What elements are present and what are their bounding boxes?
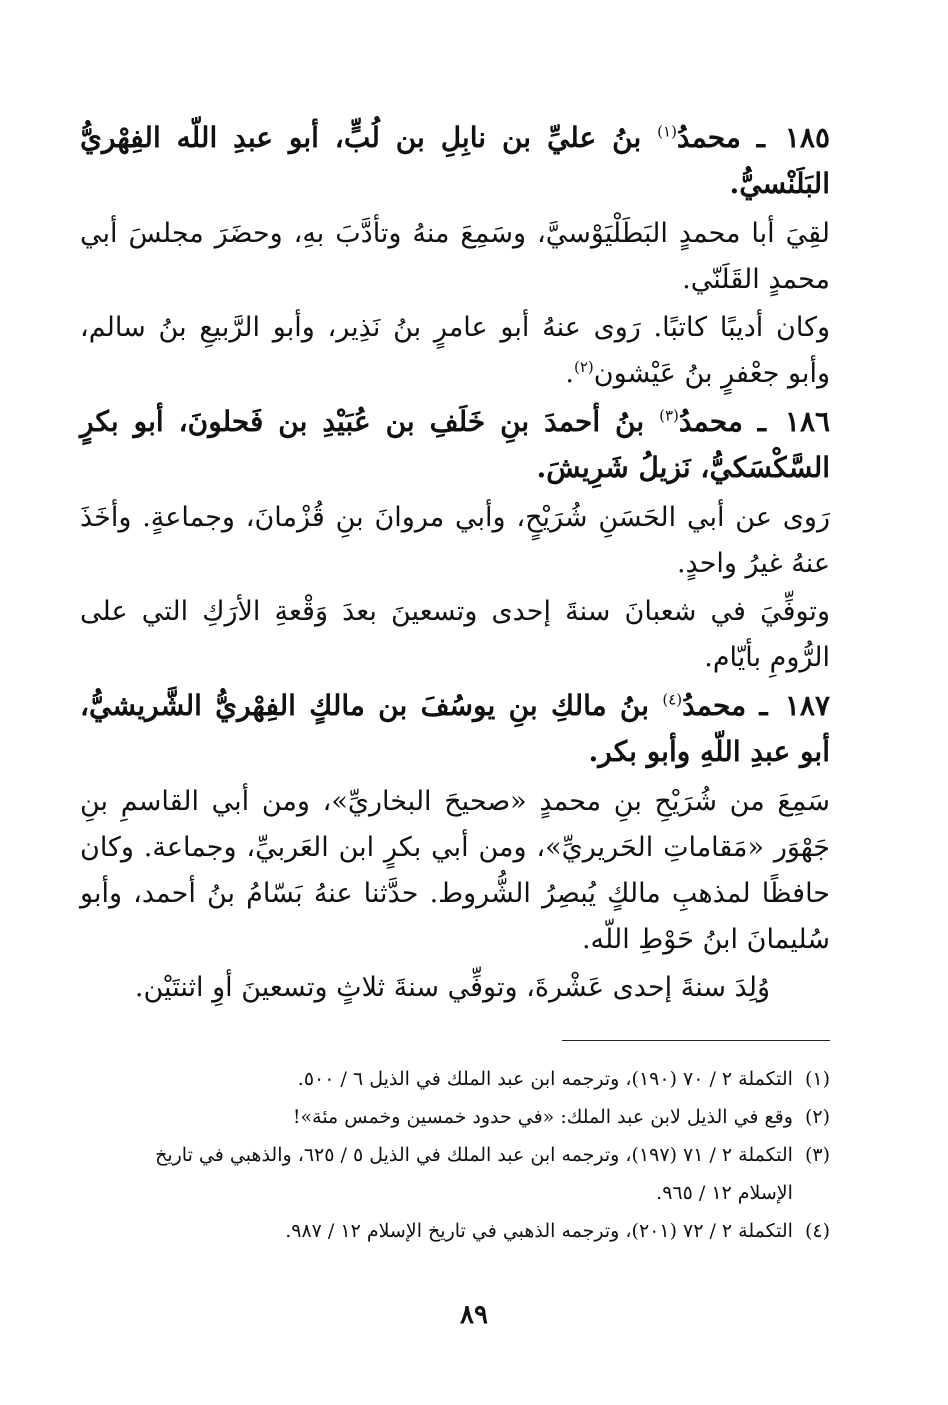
footnote-1 [112,1060,830,1098]
entry-dash: ـ [757,405,766,438]
footnote-text: وقع في الذيل لابن عبد الملك: «في حدود خمسين وخمس مئة»! [292,1106,793,1128]
entry-name: محمدُ [676,121,741,154]
paragraph-end: . [565,358,574,389]
entry-dash: ـ [759,689,768,722]
entry-number: ١٨٦ [784,405,831,438]
footnote-4 [112,1212,830,1250]
footnote-number: (١) [804,1068,830,1090]
footnote-text: التكملة ٢ / ٧٢ (٢٠١)، وترجمه الذهبي في تاريخ الإسلام ١٢ / ٩٨٧. [285,1220,793,1242]
footnote-number: (٤) [804,1220,830,1242]
entry-185 [80,115,830,397]
paragraph-text: وكان أديبًا كاتبًا. رَوى عنهُ أبو عامرٍ بنُ نَذِير، وأبو الرَّبيعِ بنُ سالم، وأبو جعْفرٍ بنُ عَيْشون [80,312,830,389]
footnote-number: (٢) [804,1106,830,1128]
entry-number: ١٨٧ [784,689,830,722]
paragraph: لقِيَ أبا محمدٍ البَطَلْيَوْسيَّ، وسَمِعَ منهُ وتأدَّبَ بهِ، وحضَرَ مجلسَ أبي محمدٍ القَلَنّي. [80,218,830,295]
page-number: ٨٩ [460,1300,488,1330]
entry-heading [80,399,830,491]
entry-187 [80,683,830,1011]
paragraph [80,305,830,397]
footnote-number: (٣) [804,1144,830,1166]
entry-title: بنُ أحمدَ بنِ خَلَفِ بن عُبَيْدِ بن فَحلونَ، أبو بكرٍ السَّكْسَكيُّ، نَزيلُ شَرِيشَ. [80,405,830,484]
footnotes [112,1060,830,1250]
paragraph: رَوى عن أبي الحَسَنِ شُرَيْحٍ، وأبي مروانَ بنِ قُزْمانَ، وجماعةٍ. وأخَذَ عنهُ غيرُ واحدٍ. [80,502,830,579]
entry-number: ١٨٥ [784,121,830,154]
footnote-ref: (٢) [574,358,594,376]
entry-heading [80,115,830,207]
entry-dash: ـ [756,121,765,154]
main-text [80,115,830,1013]
entry-title: بنُ مالكِ بنِ يوسُفَ بن مالكٍ الفِهْريُّ الشَّريشيُّ، أبو عبدِ اللّهِ وأبو بكر. [80,689,830,768]
entry-title: بنُ عليِّ بن نابِلِ بن لُبٍّ، أبو عبدِ اللّه الفِهْريُّ البَلَنْسيُّ. [80,121,830,200]
footnote-3 [112,1136,830,1212]
entry-name: محمدُ [682,689,747,722]
footnote-2 [112,1098,830,1136]
footnote-ref: (٤) [662,690,683,709]
paragraph: سَمِعَ من شُرَيْحِ بنِ محمدٍ «صحيحَ البخاريِّ»، ومن أبي القاسمِ بنِ جَهْوَر «مَقاماتِ الحَريريِّ»، ومن أبي بكرٍ ابن العَربيِّ، وجماعة. وكان حافظًا لمذهبِ مالكٍ يُبصِرُ الشُّروط. حدَّثنا عنهُ بَسّامُ بنُ أحمد، وأبو سُليمانَ ابنُ حَوْطِ اللّه. [80,786,830,955]
footnote-ref: (٣) [659,406,679,425]
footnote-ref: (١) [657,122,677,141]
paragraph: وُلِدَ سنةَ إحدى عَشْرةَ، وتوفِّي سنةَ ثلاثٍ وتسعينَ أوِ اثنتَيْن. [134,972,770,1003]
footnote-text: التكملة ٢ / ٧١ (١٩٧)، وترجمه ابن عبد الملك في الذيل ٥ / ٦٢٥، والذهبي في تاريخ الإسلام ١٢ / ٩٦٥. [155,1144,793,1204]
footnote-divider [562,1040,830,1041]
footnote-text: التكملة ٢ / ٧٠ (١٩٠)، وترجمه ابن عبد الملك في الذيل ٦ / ٥٠٠. [297,1068,793,1090]
entry-name: محمدُ [678,405,743,438]
entry-heading [80,683,830,775]
paragraph: وتوفِّيَ في شعبانَ سنةَ إحدى وتسعينَ بعدَ وَقْعةِ الأرَكِ التي على الرُّومِ بأيّام. [80,596,830,673]
entry-186 [80,399,830,681]
